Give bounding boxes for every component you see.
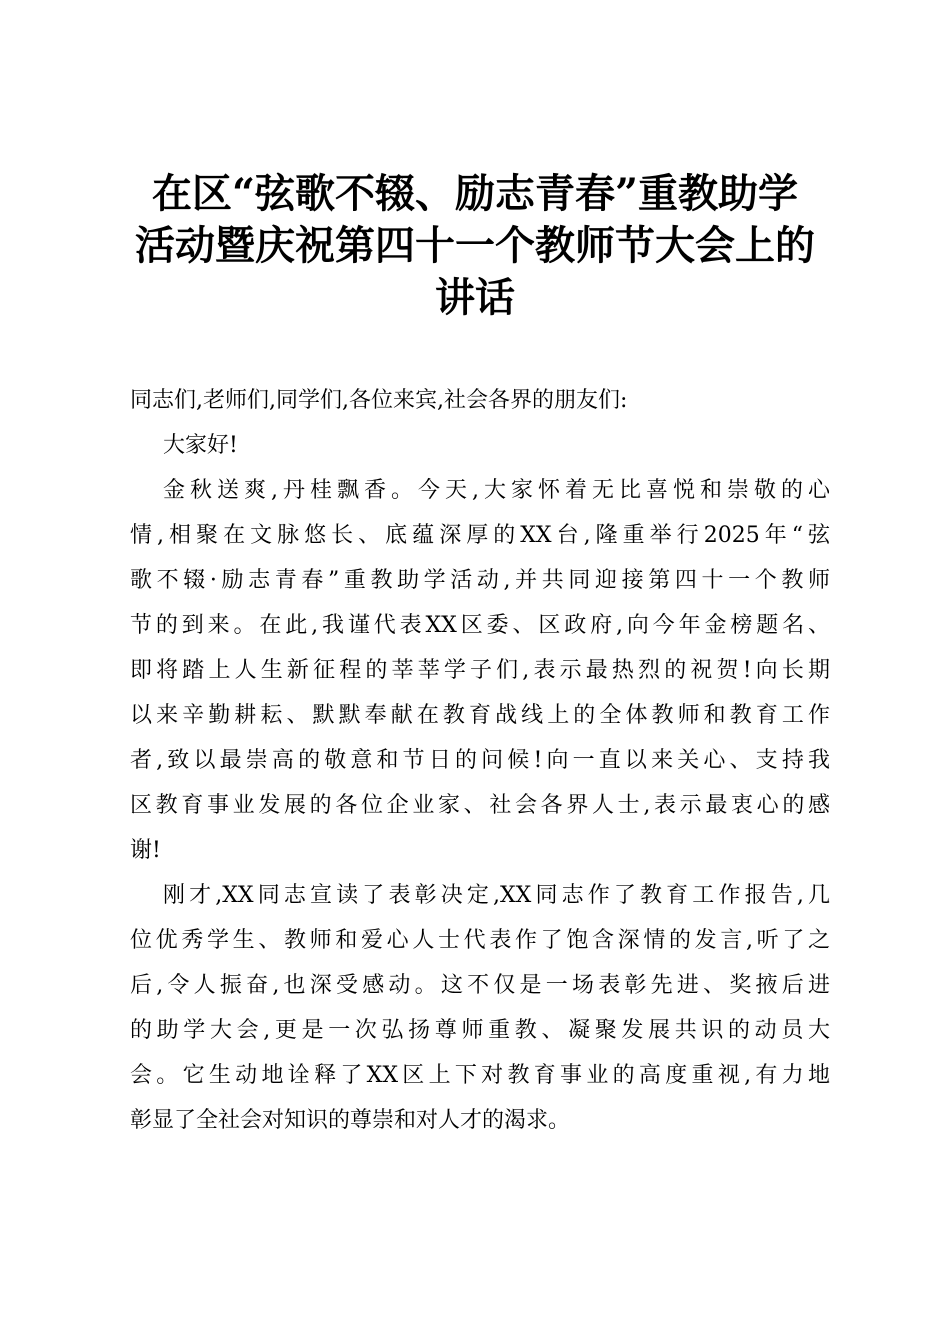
paragraph-line: 者,致以最崇高的敬意和节日的问候!向一直以来关心、支持我 bbox=[130, 748, 830, 773]
paragraph bbox=[130, 873, 830, 1143]
paragraph-line: 的助学大会,更是一次弘扬尊师重教、凝聚发展共识的动员大 bbox=[130, 1018, 830, 1043]
greeting: 大家好! bbox=[163, 433, 238, 458]
paragraph bbox=[130, 468, 830, 873]
salutation: 同志们,老师们,同学们,各位来宾,社会各界的朋友们: bbox=[130, 388, 628, 413]
paragraph-line: 后,令人振奋,也深受感动。这不仅是一场表彰先进、奖掖后进 bbox=[130, 973, 830, 998]
paragraph-line: 彰显了全社会对知识的尊崇和对人才的渴求。 bbox=[130, 1108, 571, 1133]
title-line: 活动暨庆祝第四十一个教师节大会上的 bbox=[135, 222, 815, 269]
paragraph-line: 位优秀学生、教师和爱心人士代表作了饱含深情的发言,听了之 bbox=[130, 928, 830, 953]
paragraph-line: 情,相聚在文脉悠长、底蕴深厚的XX台,隆重举行2025年“弦 bbox=[130, 523, 830, 548]
paragraph-line: 节的到来。在此,我谨代表XX区委、区政府,向今年金榜题名、 bbox=[130, 613, 830, 638]
paragraph-line: 以来辛勤耕耘、默默奉献在教育战线上的全体教师和教育工作 bbox=[130, 703, 830, 728]
paragraph-line: 刚才,XX同志宣读了表彰决定,XX同志作了教育工作报告,几 bbox=[163, 883, 830, 908]
title-line: 讲话 bbox=[435, 274, 515, 321]
document-body bbox=[130, 378, 830, 1143]
paragraph-line: 歌不辍·励志青春”重教助学活动,并共同迎接第四十一个教师 bbox=[130, 568, 830, 593]
title-line: 在区“弦歌不辍、励志青春”重教助学 bbox=[151, 170, 798, 217]
paragraph-line: 谢! bbox=[130, 838, 161, 863]
paragraph-line: 会。它生动地诠释了XX区上下对教育事业的高度重视,有力地 bbox=[130, 1063, 830, 1088]
paragraph-line: 区教育事业发展的各位企业家、社会各界人士,表示最衷心的感 bbox=[130, 793, 830, 818]
document-title bbox=[120, 168, 830, 324]
paragraph-line: 即将踏上人生新征程的莘莘学子们,表示最热烈的祝贺!向长期 bbox=[130, 658, 830, 683]
paragraph-line: 金秋送爽,丹桂飘香。今天,大家怀着无比喜悦和崇敬的心 bbox=[163, 478, 830, 503]
